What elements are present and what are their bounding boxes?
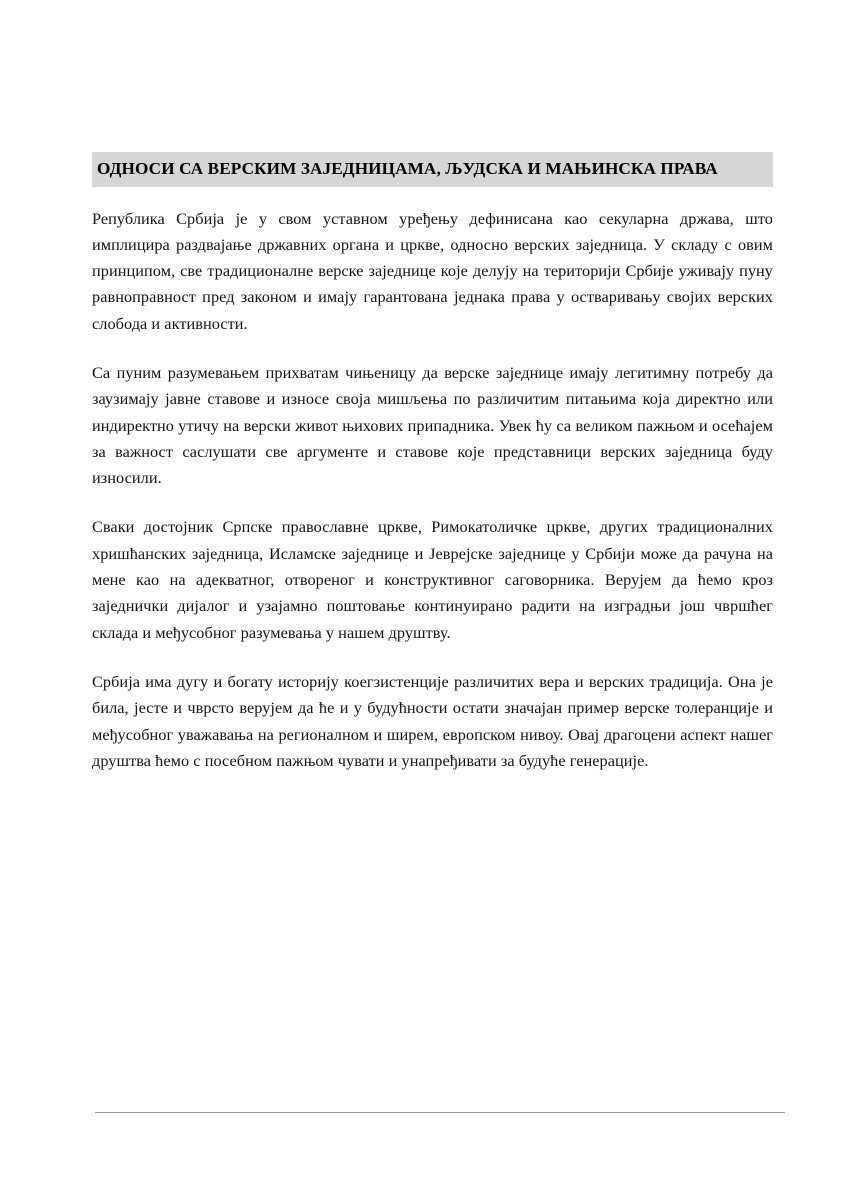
document-body: [92, 152, 773, 774]
paragraph-2: Са пуним разумевањем прихватам чињеницу да верске заједнице имају легитимну потребу да заузимају јавне ставове и износе своја мишљења по различитим питањима која директно или индиректно утичу на верски живот њихових припадника. Увек ћу са великом пажњом и осећајем за важност саслушати све аргументе и ставове које представници верских заједница буду износили.: [92, 362, 773, 488]
paragraph-3: Сваки достојник Српске православне цркве, Римокатоличке цркве, других традиционалних хришћанских заједница, Исламске заједнице и Јеврејске заједнице у Србији може да рачуна на мене као на адекватног, отвореног и конструктивног саговорника. Верујем да ћемо кроз заједнички дијалог и узајамно поштовање континуирано радити на изградњи још чвршћег склада и међусобног разумевања у нашем друштву.: [92, 517, 773, 642]
paragraph-1: Република Србија је у свом уставном уређењу дефинисана као секуларна држава, што имплицира раздвајање државних органа и цркве, односно верских заједница. У складу с овим принципом, све традиционалне верске заједнице које делују на територији Србије уживају пуну равноправност пред законом и имају гарантована једнака права у остваривању својих верских слобода и активности.: [92, 208, 773, 333]
footer-divider: [95, 1112, 785, 1113]
page-title: ОДНОСИ СА ВЕРСКИМ ЗАЈЕДНИЦАМА, ЉУДСКА И МАЊИНСКА ПРАВА: [92, 152, 773, 187]
paragraph-4: Србија има дугу и богату историју коегзистенције различитих вера и верских традиција. Она је била, јесте и чврсто верујем да ће и у будућности остати значајан пример верске толеранције и међусобног уважавања на регионалном и ширем, европском нивоу. Овај драгоцени аспект нашег друштва ћемо с посебном пажњом чувати и унапређивати за будуће генерације.: [92, 671, 773, 770]
